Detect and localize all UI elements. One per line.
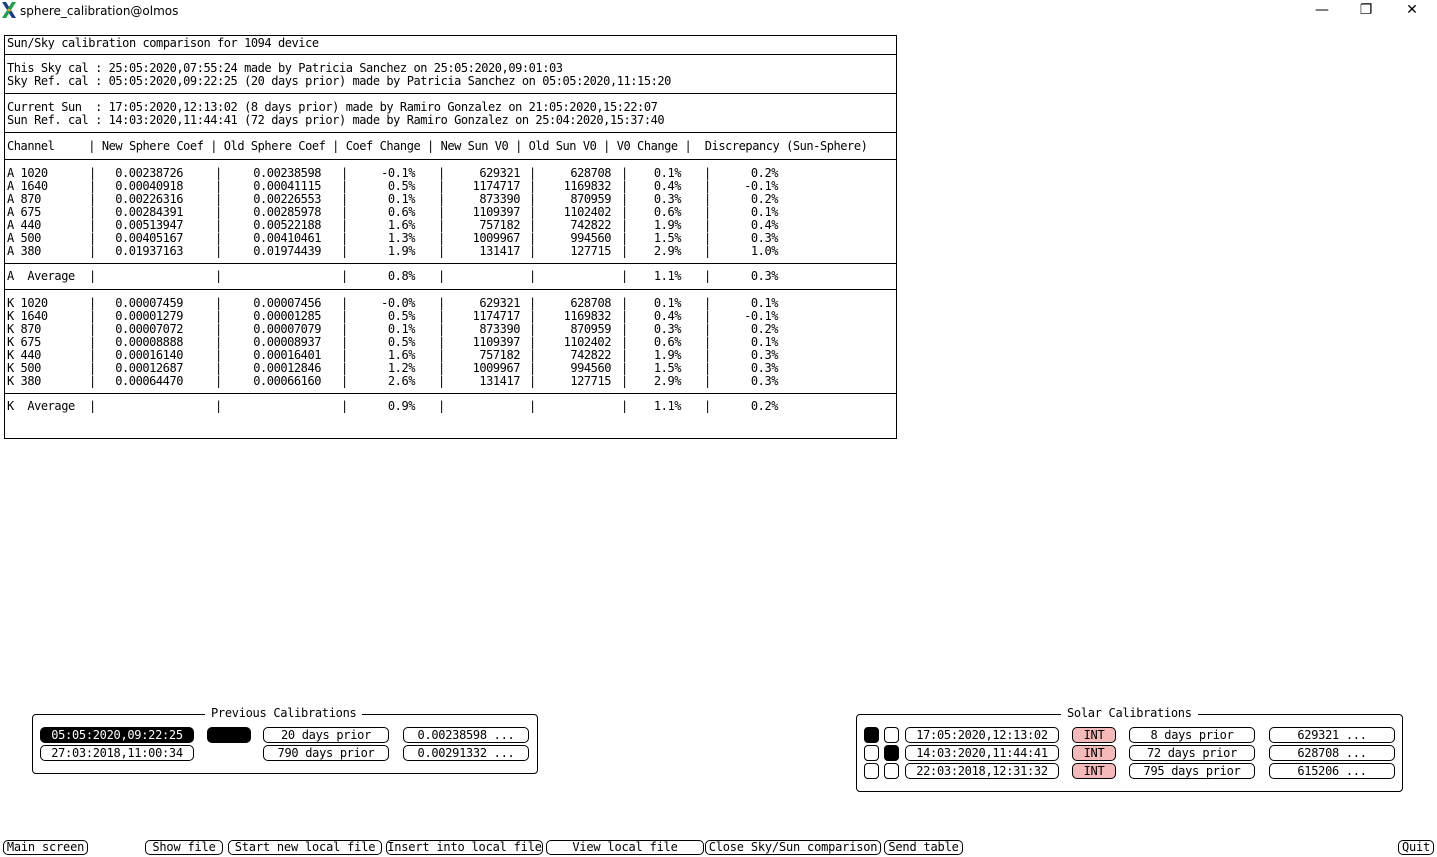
old-sphere-coef-cell: 0.00008937 [253, 335, 321, 349]
v0-change-cell: 0.4% [653, 309, 681, 323]
channel-cell: A 1020 [7, 166, 48, 180]
new-sun-v0-cell: 757182 [479, 348, 520, 362]
v0-change-cell: 1.5% [653, 231, 681, 245]
column-separator: | [704, 166, 711, 180]
column-separator: | [89, 218, 96, 232]
old-sphere-coef-cell: 0.00007456 [253, 296, 321, 310]
coef-change-cell: 0.9% [387, 399, 415, 413]
window-title: sphere_calibration@olmos [20, 4, 179, 18]
v0-change-cell: 1.1% [653, 269, 681, 283]
coef-change-cell: 1.6% [387, 218, 415, 232]
coef-change-cell: 0.6% [387, 205, 415, 219]
column-separator: | [621, 218, 628, 232]
column-separator: | [621, 166, 628, 180]
column-separator: | [89, 166, 96, 180]
v0-change-cell: 0.6% [653, 205, 681, 219]
old-sphere-coef-cell: 0.00238598 [253, 166, 321, 180]
coef-change-cell: -0.1% [381, 166, 415, 180]
column-separator: | [215, 244, 222, 258]
channel-cell: K Average [7, 399, 75, 413]
column-separator: | [529, 244, 536, 258]
new-sphere-coef-cell: 0.00040918 [115, 179, 183, 193]
column-separator: | [341, 218, 348, 232]
old-sphere-coef-cell: 0.00410461 [253, 231, 321, 245]
prev-cal-coef-2[interactable]: 0.00291332 ... [403, 745, 529, 761]
column-separator: | [438, 192, 445, 206]
old-sphere-coef-cell: 0.00016401 [253, 348, 321, 362]
channel-cell: K 500 [7, 361, 41, 375]
old-sun-v0-cell: 870959 [570, 192, 611, 206]
v0-change-cell: 2.9% [653, 374, 681, 388]
column-separator: | [529, 218, 536, 232]
column-separator: | [438, 269, 445, 283]
old-sun-v0-cell: 1169832 [563, 309, 611, 323]
column-separator: | [341, 322, 348, 336]
column-separator: | [621, 322, 628, 336]
column-separator: | [215, 361, 222, 375]
new-sun-v0-cell: 131417 [479, 374, 520, 388]
report-header-section [5, 36, 896, 55]
new-sphere-coef-cell: 0.00284391 [115, 205, 183, 219]
column-separator: | [438, 296, 445, 310]
column-separator: | [621, 192, 628, 206]
column-separator: | [621, 296, 628, 310]
close-sky-sun-comparison-button[interactable]: Close Sky/Sun comparison [705, 840, 881, 855]
discrepancy-cell: 0.2% [750, 192, 778, 206]
new-sun-v0-cell: 1109397 [472, 335, 520, 349]
v0-change-cell: 0.3% [653, 192, 681, 206]
coef-change-cell: 0.8% [387, 269, 415, 283]
coef-change-cell: 1.2% [387, 361, 415, 375]
column-separator: | [704, 205, 711, 219]
channel-cell: A 870 [7, 192, 41, 206]
coef-change-cell: 0.1% [387, 192, 415, 206]
channel-cell: K 870 [7, 322, 41, 336]
minimize-icon[interactable]: — [1315, 2, 1329, 18]
coef-change-cell: 2.6% [387, 374, 415, 388]
column-separator: | [621, 348, 628, 362]
old-sun-v0-cell: 1102402 [563, 335, 611, 349]
restore-icon[interactable]: ❐ [1359, 2, 1373, 18]
solar-cal-date-2[interactable]: 14:03:2020,11:44:41 [905, 745, 1059, 761]
avg-k-section [5, 394, 896, 434]
column-separator: | [89, 205, 96, 219]
column-separator: | [341, 166, 348, 180]
view-local-file-button[interactable]: View local file [546, 840, 704, 855]
new-sphere-coef-cell: 0.00012687 [115, 361, 183, 375]
discrepancy-cell: 0.1% [750, 335, 778, 349]
prev-cal-prior-2[interactable]: 790 days prior [263, 745, 389, 761]
column-separator: | [89, 269, 96, 283]
old-sun-v0-cell: 994560 [570, 361, 611, 375]
sky-ref-line: Sky Ref. cal : 05:05:2020,09:22:25 (20 days prior) made by Patricia Sanchez on 05:05:2020,11:15:20 [7, 74, 671, 88]
start-new-local-file-button[interactable]: Start new local file [228, 840, 382, 855]
old-sun-v0-cell: 870959 [570, 322, 611, 336]
old-sphere-coef-cell: 0.01974439 [253, 244, 321, 258]
sun-cal-section [5, 94, 896, 133]
column-separator: | [529, 335, 536, 349]
coef-change-cell: -0.0% [381, 296, 415, 310]
column-separator: | [438, 361, 445, 375]
new-sun-v0-cell: 757182 [479, 218, 520, 232]
new-sphere-coef-cell: 0.00007072 [115, 322, 183, 336]
column-separator: | [215, 205, 222, 219]
sun-ref-line: Sun Ref. cal : 14:03:2020,11:44:41 (72 days prior) made by Ramiro Gonzalez on 25:04:2020,15:37:40 [7, 113, 665, 127]
new-sun-v0-cell: 629321 [479, 296, 520, 310]
main-screen-button[interactable]: Main screen [3, 840, 88, 855]
column-separator: | [438, 179, 445, 193]
column-separator: | [704, 244, 711, 258]
column-separator: | [621, 205, 628, 219]
column-separator: | [341, 192, 348, 206]
old-sphere-coef-cell: 0.00066160 [253, 374, 321, 388]
solar-select-b-radio-1[interactable] [884, 727, 899, 743]
column-separator: | [438, 322, 445, 336]
new-sun-v0-cell: 873390 [479, 192, 520, 206]
coef-change-cell: 0.5% [387, 179, 415, 193]
column-separator: | [89, 322, 96, 336]
v0-change-cell: 0.1% [653, 166, 681, 180]
solar-cal-prior-2[interactable]: 72 days prior [1129, 745, 1255, 761]
column-separator: | [341, 361, 348, 375]
v0-change-cell: 0.1% [653, 296, 681, 310]
solar-cal-int-tag-1[interactable]: INT [1072, 727, 1116, 743]
column-separator: | [529, 231, 536, 245]
coef-change-cell: 1.6% [387, 348, 415, 362]
new-sun-v0-cell: 131417 [479, 244, 520, 258]
discrepancy-cell: 0.1% [750, 296, 778, 310]
column-separator: | [341, 231, 348, 245]
column-separator: | [89, 399, 96, 413]
new-sun-v0-cell: 873390 [479, 322, 520, 336]
channel-cell: K 1020 [7, 296, 48, 310]
channel-cell: A 1640 [7, 179, 48, 193]
column-separator: | [341, 348, 348, 362]
column-separator: | [89, 335, 96, 349]
solar-cal-v0-2[interactable]: 628708 ... [1269, 745, 1395, 761]
column-separator: | [215, 309, 222, 323]
coef-change-cell: 1.3% [387, 231, 415, 245]
old-sphere-coef-cell: 0.00226553 [253, 192, 321, 206]
discrepancy-cell: 0.3% [750, 361, 778, 375]
column-separator: | [704, 335, 711, 349]
discrepancy-cell: 0.3% [750, 374, 778, 388]
column-separator: | [438, 374, 445, 388]
new-sphere-coef-cell: 0.00513947 [115, 218, 183, 232]
show-file-button[interactable]: Show file [145, 840, 223, 855]
insert-into-local-file-button[interactable]: Insert into local file [387, 840, 542, 854]
column-separator: | [621, 269, 628, 283]
channel-cell: K 675 [7, 335, 41, 349]
column-separator: | [438, 309, 445, 323]
prev-cal-date-2[interactable]: 27:03:2018,11:00:34 [40, 745, 194, 761]
column-separator: | [341, 309, 348, 323]
column-separator: | [704, 269, 711, 283]
old-sun-v0-cell: 1169832 [563, 179, 611, 193]
column-separator: | [341, 296, 348, 310]
column-separator: | [341, 374, 348, 388]
column-separator: | [529, 322, 536, 336]
solar-cal-prior-3[interactable]: 795 days prior [1129, 763, 1255, 779]
column-separator: | [704, 399, 711, 413]
column-separator: | [529, 309, 536, 323]
solar-select-a-radio-1[interactable] [864, 727, 879, 743]
report-header: Sun/Sky calibration comparison for 1094 device [7, 36, 319, 50]
column-separator: | [438, 244, 445, 258]
column-separator: | [438, 399, 445, 413]
column-separator: | [621, 399, 628, 413]
column-separator: | [621, 374, 628, 388]
old-sphere-coef-cell: 0.00001285 [253, 309, 321, 323]
comparison-report [4, 35, 897, 439]
column-separator: | [704, 374, 711, 388]
v0-change-cell: 1.9% [653, 348, 681, 362]
column-separator: | [704, 309, 711, 323]
column-separator: | [621, 309, 628, 323]
group-k-section [5, 290, 896, 394]
column-header-section [5, 133, 896, 160]
solar-calibrations-title: Solar Calibrations [1061, 706, 1198, 721]
column-separator: | [215, 192, 222, 206]
old-sun-v0-cell: 628708 [570, 296, 611, 310]
old-sun-v0-cell: 127715 [570, 374, 611, 388]
column-separator: | [215, 322, 222, 336]
column-separator: | [438, 166, 445, 180]
v0-change-cell: 1.9% [653, 218, 681, 232]
column-separator: | [704, 361, 711, 375]
new-sphere-coef-cell: 0.00001279 [115, 309, 183, 323]
discrepancy-cell: 0.2% [750, 166, 778, 180]
solar-select-b-radio-2[interactable] [884, 745, 899, 761]
column-separator: | [89, 244, 96, 258]
old-sun-v0-cell: 742822 [570, 348, 611, 362]
column-separator: | [215, 348, 222, 362]
column-separator: | [215, 269, 222, 283]
channel-cell: A 675 [7, 205, 41, 219]
column-separator: | [621, 179, 628, 193]
old-sun-v0-cell: 742822 [570, 218, 611, 232]
column-separator: | [529, 348, 536, 362]
old-sphere-coef-cell: 0.00041115 [253, 179, 321, 193]
channel-cell: K 380 [7, 374, 41, 388]
channel-cell: K 440 [7, 348, 41, 362]
group-a-section [5, 160, 896, 264]
discrepancy-cell: 0.2% [750, 322, 778, 336]
new-sphere-coef-cell: 0.01937163 [115, 244, 183, 258]
previous-calibrations-group [32, 706, 538, 774]
old-sun-v0-cell: 628708 [570, 166, 611, 180]
column-separator: | [529, 361, 536, 375]
new-sun-v0-cell: 629321 [479, 166, 520, 180]
column-separator: | [215, 179, 222, 193]
column-separator: | [89, 231, 96, 245]
old-sphere-coef-cell: 0.00012846 [253, 361, 321, 375]
coef-change-cell: 1.9% [387, 244, 415, 258]
column-separator: | [438, 348, 445, 362]
old-sphere-coef-cell: 0.00522188 [253, 218, 321, 232]
column-separator: | [341, 399, 348, 413]
column-separator: | [704, 179, 711, 193]
solar-cal-int-tag-2[interactable]: INT [1072, 745, 1116, 761]
x11-app-icon [2, 2, 16, 18]
current-sun-line: Current Sun : 17:05:2020,12:13:02 (8 days prior) made by Ramiro Gonzalez on 21:05:2020,15:22:07 [7, 100, 658, 114]
column-separator: | [438, 205, 445, 219]
column-separator: | [529, 205, 536, 219]
channel-cell: K 1640 [7, 309, 48, 323]
column-separator: | [89, 309, 96, 323]
column-separator: | [89, 192, 96, 206]
solar-cal-int-tag-3[interactable]: INT [1072, 763, 1116, 779]
column-separator: | [341, 205, 348, 219]
column-separator: | [215, 335, 222, 349]
channel-cell: A 380 [7, 244, 41, 258]
column-separator: | [89, 374, 96, 388]
column-separator: | [215, 374, 222, 388]
column-separator: | [529, 166, 536, 180]
column-separator: | [438, 335, 445, 349]
discrepancy-cell: -0.1% [744, 179, 778, 193]
column-separator: | [704, 348, 711, 362]
discrepancy-cell: 0.3% [750, 269, 778, 283]
channel-cell: A Average [7, 269, 75, 283]
discrepancy-cell: 0.3% [750, 231, 778, 245]
solar-cal-v0-3[interactable]: 615206 ... [1269, 763, 1395, 779]
column-separator: | [529, 269, 536, 283]
old-sun-v0-cell: 1102402 [563, 205, 611, 219]
solar-cal-date-3[interactable]: 22:03:2018,12:31:32 [905, 763, 1059, 779]
column-separator: | [529, 179, 536, 193]
column-separator: | [704, 231, 711, 245]
channel-cell: A 440 [7, 218, 41, 232]
discrepancy-cell: 0.3% [750, 348, 778, 362]
column-separator: | [215, 166, 222, 180]
column-separator: | [89, 361, 96, 375]
avg-a-section [5, 264, 896, 290]
v0-change-cell: 2.9% [653, 244, 681, 258]
new-sphere-coef-cell: 0.00064470 [115, 374, 183, 388]
column-separator: | [215, 231, 222, 245]
coef-change-cell: 0.1% [387, 322, 415, 336]
column-separator: | [89, 348, 96, 362]
v0-change-cell: 0.4% [653, 179, 681, 193]
column-separator: | [529, 192, 536, 206]
new-sphere-coef-cell: 0.00405167 [115, 231, 183, 245]
old-sphere-coef-cell: 0.00007079 [253, 322, 321, 336]
discrepancy-cell: 0.1% [750, 205, 778, 219]
new-sun-v0-cell: 1009967 [472, 361, 520, 375]
prev-cal-coef-1[interactable]: 0.00238598 ... [403, 727, 529, 743]
column-separator: | [438, 218, 445, 232]
column-separator: | [341, 269, 348, 283]
column-separator: | [89, 179, 96, 193]
new-sun-v0-cell: 1174717 [472, 179, 520, 193]
v0-change-cell: 1.1% [653, 399, 681, 413]
discrepancy-cell: 0.4% [750, 218, 778, 232]
column-separator: | [704, 296, 711, 310]
channel-cell: A 500 [7, 231, 41, 245]
prev-cal-prior-1[interactable]: 20 days prior [263, 727, 389, 743]
column-separator: | [438, 231, 445, 245]
quit-button[interactable]: Quit [1398, 840, 1434, 855]
new-sun-v0-cell: 1109397 [472, 205, 520, 219]
solar-cal-v0-1[interactable]: 629321 ... [1269, 727, 1395, 743]
discrepancy-cell: -0.1% [744, 309, 778, 323]
solar-cal-prior-1[interactable]: 8 days prior [1129, 727, 1255, 743]
coef-change-cell: 0.5% [387, 335, 415, 349]
new-sphere-coef-cell: 0.00016140 [115, 348, 183, 362]
solar-select-a-radio-3[interactable] [864, 763, 879, 779]
column-separator: | [529, 296, 536, 310]
new-sun-v0-cell: 1009967 [472, 231, 520, 245]
column-separator: | [529, 374, 536, 388]
coef-change-cell: 0.5% [387, 309, 415, 323]
column-separator: | [621, 361, 628, 375]
prev-cal-date-1[interactable]: 05:05:2020,09:22:25 [40, 727, 194, 743]
solar-calibrations-group [856, 706, 1403, 792]
solar-select-b-radio-3[interactable] [884, 763, 899, 779]
v0-change-cell: 0.3% [653, 322, 681, 336]
send-table-button[interactable]: Send table [884, 840, 963, 855]
v0-change-cell: 0.6% [653, 335, 681, 349]
v0-change-cell: 1.5% [653, 361, 681, 375]
title-bar [0, 0, 1437, 22]
old-sun-v0-cell: 994560 [570, 231, 611, 245]
column-separator: | [215, 399, 222, 413]
new-sphere-coef-cell: 0.00007459 [115, 296, 183, 310]
previous-calibrations-title: Previous Calibrations [205, 706, 362, 721]
sky-cal-line: This Sky cal : 25:05:2020,07:55:24 made by Patricia Sanchez on 25:05:2020,09:01:03 [7, 61, 563, 75]
column-separator: | [89, 296, 96, 310]
column-separator: | [704, 192, 711, 206]
discrepancy-cell: 1.0% [750, 244, 778, 258]
column-separator: | [621, 244, 628, 258]
prev-cal-selected-indicator[interactable] [207, 727, 251, 743]
new-sun-v0-cell: 1174717 [472, 309, 520, 323]
old-sun-v0-cell: 127715 [570, 244, 611, 258]
column-separator: | [341, 335, 348, 349]
old-sphere-coef-cell: 0.00285978 [253, 205, 321, 219]
new-sphere-coef-cell: 0.00226316 [115, 192, 183, 206]
solar-cal-date-1[interactable]: 17:05:2020,12:13:02 [905, 727, 1059, 743]
column-separator: | [215, 218, 222, 232]
column-separator: | [341, 244, 348, 258]
sky-cal-section [5, 55, 896, 94]
column-separator: | [704, 218, 711, 232]
column-headers: Channel | New Sphere Coef | Old Sphere Coef | Coef Change | New Sun V0 | Old Sun V0 | V0 Change | Discrepancy (Sun-Sphere) [7, 139, 868, 153]
column-separator: | [621, 231, 628, 245]
column-separator: | [704, 322, 711, 336]
close-icon[interactable]: ✕ [1406, 2, 1418, 18]
column-separator: | [621, 335, 628, 349]
discrepancy-cell: 0.2% [750, 399, 778, 413]
new-sphere-coef-cell: 0.00238726 [115, 166, 183, 180]
column-separator: | [215, 296, 222, 310]
column-separator: | [529, 399, 536, 413]
solar-select-a-radio-2[interactable] [864, 745, 879, 761]
new-sphere-coef-cell: 0.00008888 [115, 335, 183, 349]
column-separator: | [341, 179, 348, 193]
